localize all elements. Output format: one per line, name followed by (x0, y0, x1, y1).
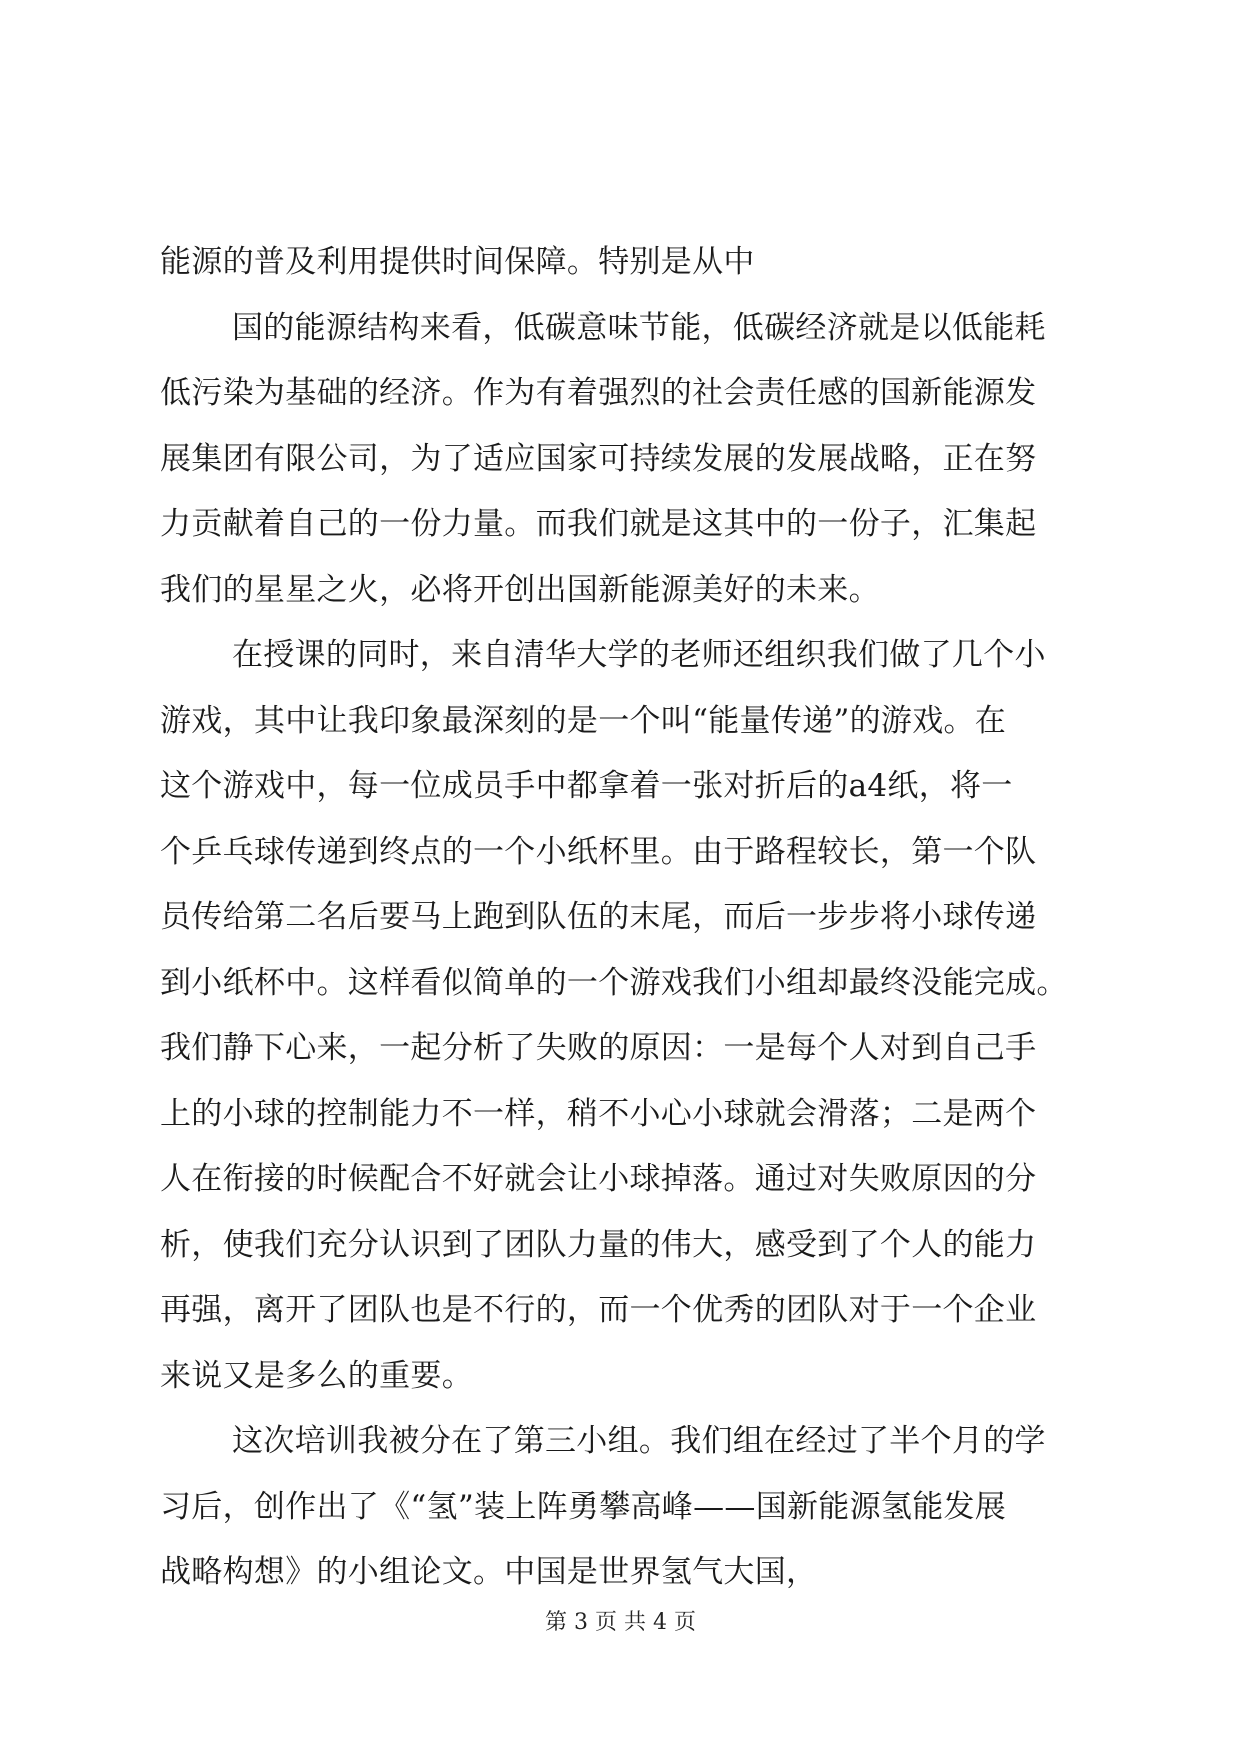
paragraph-start-line: 这次培训我被分在了第三小组。我们组在经过了半个月的学 (232, 1423, 1046, 1459)
text-line: 析，使我们充分认识到了团队力量的伟大，感受到了个人的能力 (160, 1226, 1037, 1263)
text-line: 游戏，其中让我印象最深刻的是一个叫“能量传递”的游戏。在 (160, 702, 1007, 739)
text-line: 来说又是多么的重要。 (160, 1357, 473, 1394)
text-line: 能源的普及利用提供时间保障。特别是从中 (160, 244, 755, 280)
text-line: 我们的星星之火，必将开创出国新能源美好的未来。 (160, 571, 880, 608)
text-line: 上的小球的控制能力不一样，稍不小心小球就会滑落；二是两个 (160, 1095, 1037, 1132)
document-body (160, 230, 1080, 1606)
text-line: 展集团有限公司，为了适应国家可持续发展的发展战略，正在努 (160, 440, 1037, 477)
text-line: 这个游戏中，每一位成员手中都拿着一张对折后的a4纸，将一 (160, 768, 1013, 804)
text-line: 低污染为基础的经济。作为有着强烈的社会责任感的国新能源发 (160, 375, 1037, 411)
text-line: 到小纸杯中。这样看似简单的一个游戏我们小组却最终没能完成。 (160, 964, 1068, 1001)
text-line: 力贡献着自己的一份力量。而我们就是这其中的一份子，汇集起 (160, 506, 1037, 542)
text-line: 再强，离开了团队也是不行的，而一个优秀的团队对于一个企业 (160, 1292, 1037, 1328)
text-line: 我们静下心来，一起分析了失败的原因：一是每个人对到自己手 (160, 1030, 1037, 1066)
text-line: 习后，创作出了《“氢”装上阵勇攀高峰——国新能源氢能发展 (160, 1488, 1007, 1525)
paragraph-start-line: 在授课的同时，来自清华大学的老师还组织我们做了几个小 (232, 637, 1046, 673)
paragraph-start-line: 国的能源结构来看，低碳意味节能，低碳经济就是以低能耗 (232, 309, 1046, 346)
text-line: 员传给第二名后要马上跑到队伍的末尾，而后一步步将小球传递 (160, 899, 1037, 935)
text-line: 个乒乓球传递到终点的一个小纸杯里。由于路程较长，第一个队 (160, 833, 1037, 870)
text-line: 战略构想》的小组论文。中国是世界氢气大国， (160, 1554, 818, 1590)
page-number-footer: 第 3 页 共 4 页 (545, 1610, 696, 1635)
text-line: 人在衔接的时候配合不好就会让小球掉落。通过对失败原因的分 (160, 1161, 1037, 1197)
